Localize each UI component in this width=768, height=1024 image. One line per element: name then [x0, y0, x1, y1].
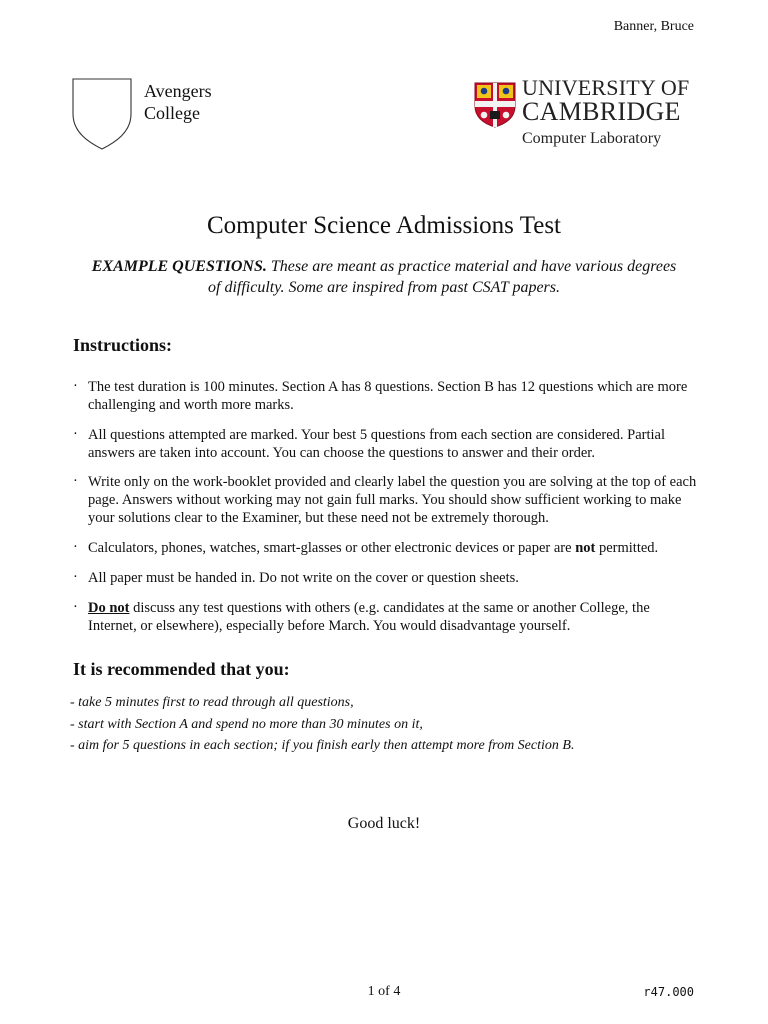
college-name-line2: College [144, 103, 200, 123]
list-item-text: Write only on the work-booklet provided and clearly label the question you are solving at the top of each page. Answers without working may not gain full marks. You should show sufficient working to make your solutions clear to the Examiner, but these need not be extremely thorough. [88, 474, 697, 526]
list-item [73, 473, 697, 527]
department-name: Computer Laboratory [522, 130, 662, 147]
list-item [73, 426, 697, 462]
recommendation-item: - take 5 minutes first to read through all questions, [70, 695, 354, 710]
list-item-text: The test duration is 100 minutes. Section A has 8 questions. Section B has 12 questions which are more challenging and worth more marks. [88, 379, 688, 413]
candidate-name: Banner, Bruce [613, 19, 694, 34]
bullet-icon: · [73, 473, 78, 489]
recommendation-item: - aim for 5 questions in each section; if you finish early then attempt more from Section B. [70, 738, 575, 753]
bullet-icon: · [73, 569, 78, 585]
college-name-line1: Avengers [144, 81, 212, 101]
list-item [73, 599, 697, 635]
list-item-text: All paper must be handed in. Do not write on the cover or question sheets. [88, 570, 519, 586]
instructions-heading: Instructions: [73, 335, 173, 355]
subtitle-body: These are meant as practice material and have various degrees of difficulty. Some are inspired from past CSAT papers. [208, 258, 677, 296]
document-subtitle [90, 256, 678, 298]
bullet-icon: · [73, 426, 78, 442]
page-number: 1 of 4 [367, 984, 401, 999]
recommendation-item: - start with Section A and spend no more than 30 minutes on it, [70, 716, 423, 732]
list-item [73, 539, 697, 557]
recommendations-heading: It is recommended that you: [73, 659, 290, 679]
document-title: Computer Science Admissions Test [206, 212, 562, 239]
list-item-text-after: permitted. [595, 540, 659, 556]
college-name [144, 80, 212, 124]
shield-outline-icon [72, 78, 132, 150]
list-item-text-before: Calculators, phones, watches, smart-glasses or other electronic devices or paper are [88, 540, 576, 556]
university-line1: UNIVERSITY OF [522, 75, 690, 100]
recommendations-list [70, 692, 574, 757]
bullet-icon: · [73, 378, 78, 394]
cambridge-arms-icon [474, 82, 516, 128]
closing-message: Good luck! [347, 815, 421, 832]
bullet-icon: · [73, 599, 78, 615]
version-label: r47.000 [643, 985, 694, 999]
subtitle-lead: EXAMPLE QUESTIONS. [91, 258, 267, 275]
list-item-emphasis: Do not [88, 600, 130, 616]
list-item-text: All questions attempted are marked. Your best 5 questions from each section are considered. Partial answers are taken into account. You can choose the questions to answer and their order. [88, 427, 666, 461]
list-item [73, 569, 697, 587]
list-item [73, 378, 697, 414]
university-line2: CAMBRIDGE [522, 97, 681, 126]
bullet-icon: · [73, 539, 78, 555]
list-item-emphasis: not [575, 540, 596, 556]
list-item-text-after: discuss any test questions with others (e.g. candidates at the same or another College, the Internet, or elsewhere), especially before March. You would disadvantage yourself. [88, 600, 650, 634]
university-wordmark [522, 77, 689, 150]
instructions-list [73, 378, 697, 635]
